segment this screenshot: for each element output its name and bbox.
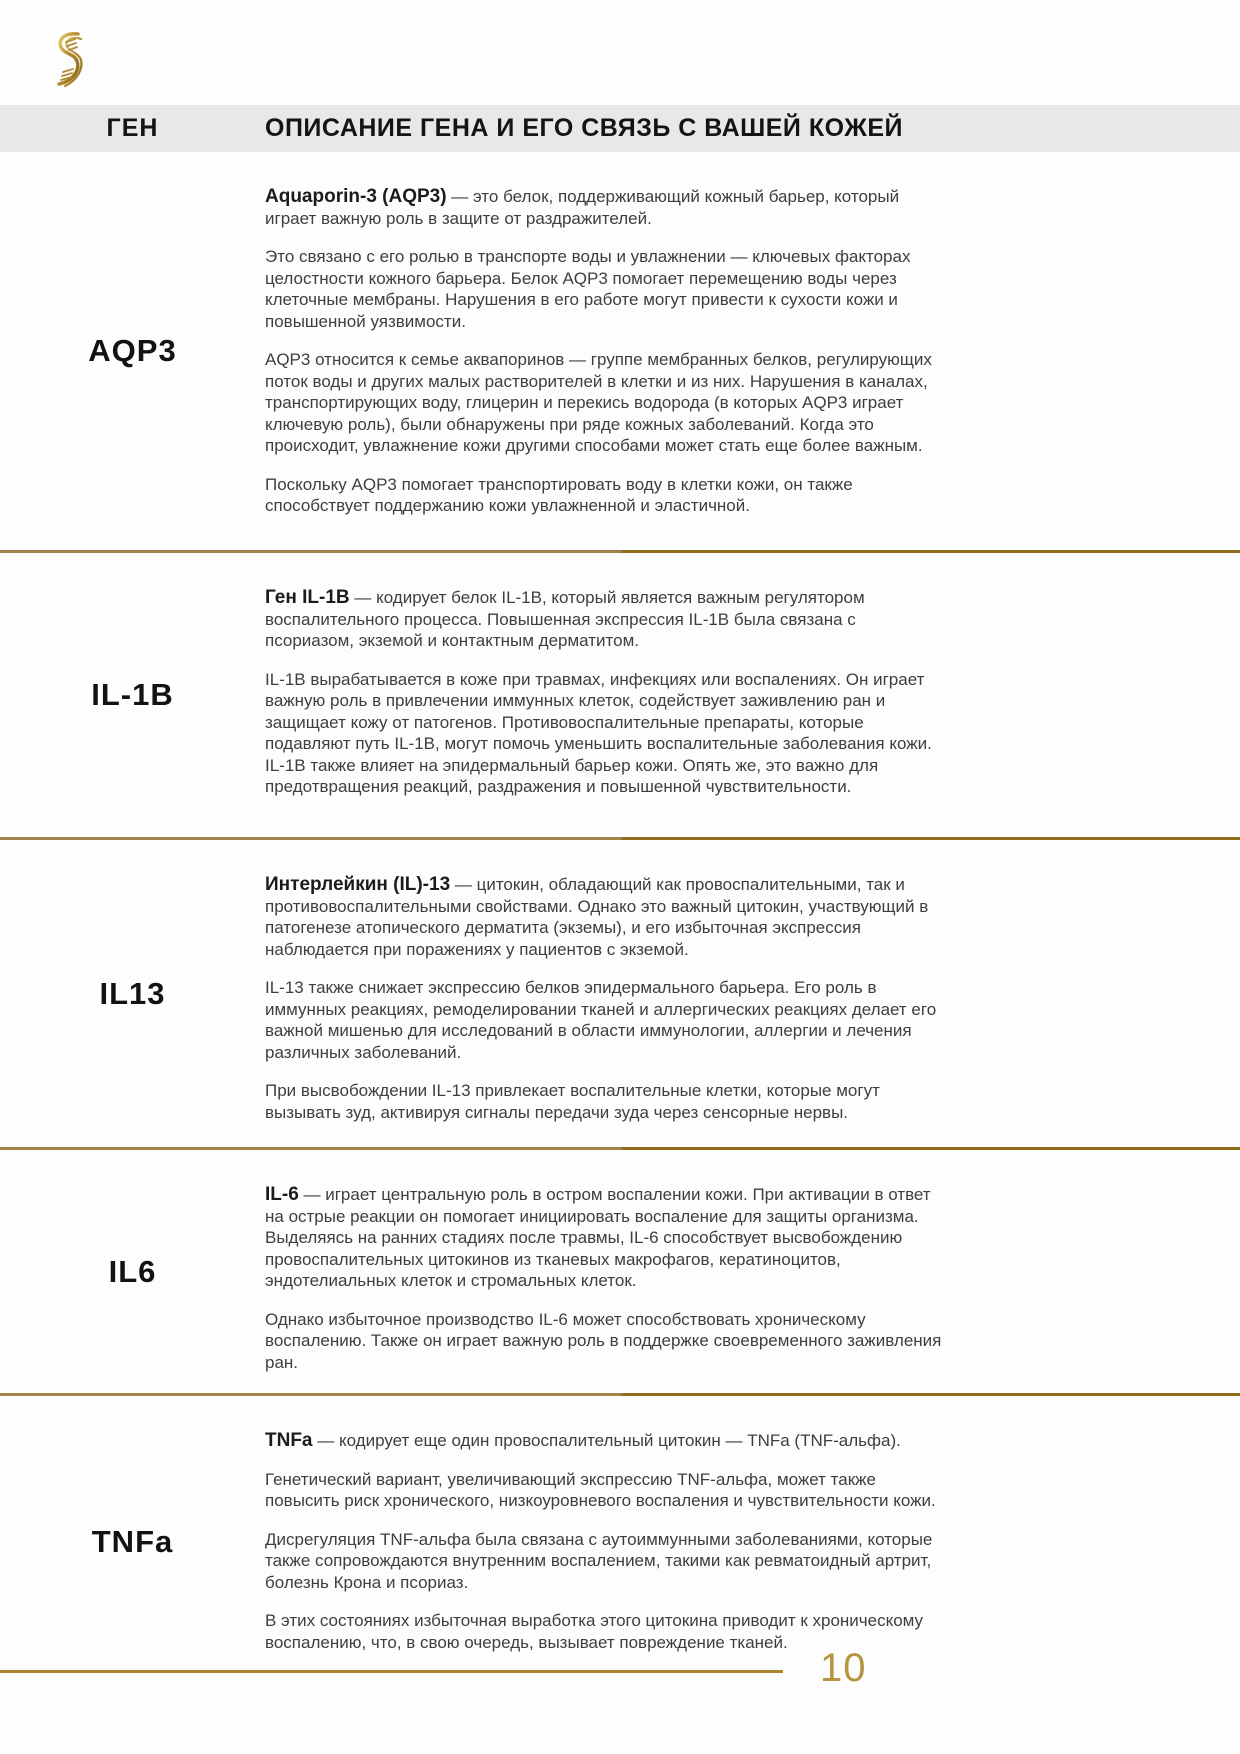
gene-description (265, 553, 945, 837)
column-header-description: ОПИСАНИЕ ГЕНА И ЕГО СВЯЗЬ С ВАШЕЙ КОЖЕЙ (265, 114, 903, 142)
paragraph: Интерлейкин (IL)-13 — цитокин, обладающий как провоспалительными, так и противовоспалительными свойствами. Однако это важный цитокин, участвующий в патогенезе атопического дерматита (экземы), и его избыточная экспрессия наблюдается при поражениях у пациентов с экземой. (265, 874, 929, 959)
table-header (0, 105, 1240, 152)
gene-name: IL6 (108, 1253, 157, 1289)
paragraph: Дисрегуляция TNF-альфа была связана с аутоиммунными заболеваниями, которые также сопровождаются внутренним воспалением, такими как ревматоидный артрит, болезнь Крона и псориаз. (265, 1529, 933, 1592)
gene-cell (0, 553, 265, 837)
paragraph: В этих состояниях избыточная выработка этого цитокина приводит к хроническому воспалению, что, в свою очередь, вызывает повреждение тканей. (265, 1611, 924, 1652)
paragraph-lead: TNFa (265, 1430, 313, 1451)
table-row (0, 553, 1240, 837)
gene-description (265, 152, 945, 550)
paragraph: Поскольку AQP3 помогает транспортировать воду в клетки кожи, он также способствует поддержанию кожи увлажненной и эластичной. (265, 474, 853, 515)
paragraph: Это связано с его ролью в транспорте воды и увлажнении — ключевых факторах целостности кожного барьера. Белок AQP3 помогает перемещению воды через клеточные мембраны. Нарушения в его работе могут привести к сухости кожи и повышенной уязвимости. (265, 247, 911, 331)
gene-cell (0, 152, 265, 550)
paragraph: Ген IL-1B — кодирует белок IL-1B, который является важным регулятором воспалительного процесса. Повышенная экспрессия IL-1B была связана с псориазом, экземой и контактным дерматитом. (265, 587, 865, 650)
gene-name: IL-1B (91, 677, 174, 712)
gene-cell (0, 1396, 265, 1688)
footer-rule (0, 1670, 783, 1673)
paragraph-lead: Aquaporin-3 (AQP3) (265, 186, 447, 207)
table-row (0, 152, 1240, 550)
table-row (0, 840, 1240, 1147)
paragraph: IL-6 — играет центральную роль в остром воспалении кожи. При активации в ответ на острые реакции он помогает инициировать воспаление для защиты организма. Выделяясь на ранних стадиях после травмы, IL-6 способствует высвобождению провоспалительных цитокинов из тканевых макрофагов, кератиноцитов, эндотелиальных клеток и стромальных клеток. (265, 1184, 931, 1290)
paragraph: AQP3 относится к семье аквапоринов — группе мембранных белков, регулирующих поток воды и других малых растворителей в клетки и из них. Нарушения в каналах, транспортирующих воду, глицерин и перекись водорода (в которых AQP3 играет ключевую роль), были обнаружены при ряде кожных заболеваний. Когда это происходит, увлажнение кожи другими способами может стать еще более важным. (265, 350, 932, 455)
paragraph: TNFa — кодирует еще один провоспалительный цитокин — TNFa (TNF-альфа). (265, 1430, 901, 1451)
paragraph: Генетический вариант, увеличивающий экспрессию TNF-альфа, может также повысить риск хронического, низкоуровневого воспаления и чувствительности кожи. (265, 1469, 936, 1510)
paragraph: Aquaporin-3 (AQP3) — это белок, поддерживающий кожный барьер, который играет важную роль в защите от раздражителей. (265, 186, 900, 228)
gene-cell (0, 840, 265, 1147)
gene-description (265, 1150, 945, 1393)
paragraph: При высвобождении IL-13 привлекает воспалительные клетки, которые могут вызывать зуд, активируя сигналы передачи зуда через сенсорные нервы. (265, 1081, 880, 1122)
table-row (0, 1150, 1240, 1393)
paragraph: IL-1B вырабатывается в коже при травмах, инфекциях или воспалениях. Он играет важную роль в привлечении иммунных клеток, содействует заживлению ран и защищает кожу от патогенов. Противовоспалительные препараты, которые подавляют путь IL-1B, могут помочь уменьшить воспалительные заболевания кожи. IL-1B также влияет на эпидермальный барьер кожи. Опять же, это важно для предотвращения реакций, раздражения и повышенной чувствительности. (265, 669, 932, 796)
table-row (0, 1396, 1240, 1688)
gene-cell (0, 1150, 265, 1393)
paragraph: IL-13 также снижает экспрессию белков эпидермального барьера. Его роль в иммунных реакциях, ремоделировании тканей и аллергических реакциях делает его важной мишенью для исследований в области иммунологии, аллергии и лечения различных заболеваний. (265, 978, 937, 1062)
gene-name: TNFa (91, 1524, 174, 1559)
gene-description (265, 1396, 945, 1688)
paragraph-lead: Интерлейкин (IL)-13 (265, 874, 451, 895)
gene-description (265, 840, 945, 1147)
paragraph-lead: IL-6 (265, 1184, 299, 1205)
gene-name: AQP3 (88, 333, 177, 368)
gene-table (0, 152, 1240, 1688)
paragraph-lead: Ген IL-1B (265, 587, 350, 608)
paragraph: Однако избыточное производство IL-6 может способствовать хроническому воспалению. Также он играет важную роль в поддержке своевременного заживления ран. (265, 1309, 942, 1372)
column-header-gene: ГЕН (106, 114, 159, 142)
dna-helix-icon (48, 30, 92, 90)
gene-name: IL13 (99, 975, 166, 1011)
page-number: 10 (820, 1646, 867, 1690)
